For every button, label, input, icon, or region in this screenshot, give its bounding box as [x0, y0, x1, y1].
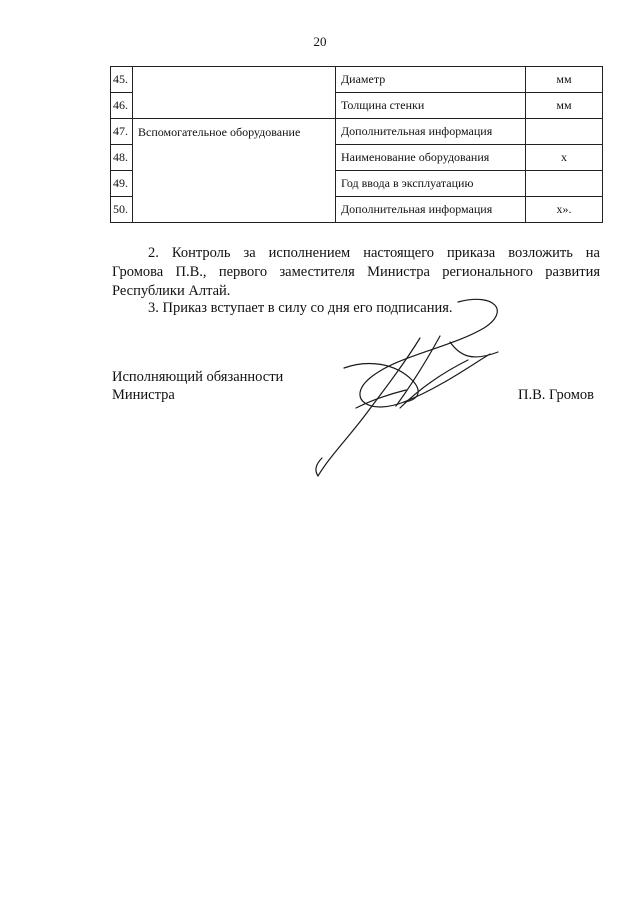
row-number: 45.: [111, 67, 133, 93]
row-number: 49.: [111, 171, 133, 197]
row-number: 47.: [111, 119, 133, 145]
paragraph-line: Республики Алтай.: [112, 283, 231, 299]
parameter-cell: Дополнительная информация: [336, 197, 526, 223]
group-cell: [133, 67, 336, 119]
signer-title-line: Исполняющий обязанности: [112, 369, 284, 385]
group-cell: Вспомогательное оборудование: [133, 119, 336, 223]
parameters-table: [110, 66, 603, 223]
unit-cell: х».: [526, 197, 603, 223]
paragraph-line: 2. Контроль за исполнением настоящего приказа возложить на: [148, 245, 600, 261]
row-number: 46.: [111, 93, 133, 119]
row-number: 50.: [111, 197, 133, 223]
table-row: [111, 119, 603, 145]
handwritten-signature-icon: [300, 290, 530, 480]
paragraph-line: Громова П.В., первого заместителя Министра регионального развития: [112, 264, 600, 280]
row-number: 48.: [111, 145, 133, 171]
page-number: 20: [313, 34, 327, 49]
paragraph-effective-date: 3. Приказ вступает в силу со дня его подписания.: [148, 300, 453, 316]
signer-title: [112, 368, 283, 404]
parameter-cell: Год ввода в эксплуатацию: [336, 171, 526, 197]
parameter-cell: Наименование оборудования: [336, 145, 526, 171]
table-row: [111, 67, 603, 93]
unit-cell: [526, 171, 603, 197]
unit-cell: мм: [526, 67, 603, 93]
unit-cell: мм: [526, 93, 603, 119]
parameter-cell: Толщина стенки: [336, 93, 526, 119]
unit-cell: х: [526, 145, 603, 171]
parameter-cell: Диаметр: [336, 67, 526, 93]
parameter-cell: Дополнительная информация: [336, 119, 526, 145]
unit-cell: [526, 119, 603, 145]
signer-name: П.В. Громов: [518, 387, 594, 403]
signer-title-line: Министра: [112, 387, 175, 403]
